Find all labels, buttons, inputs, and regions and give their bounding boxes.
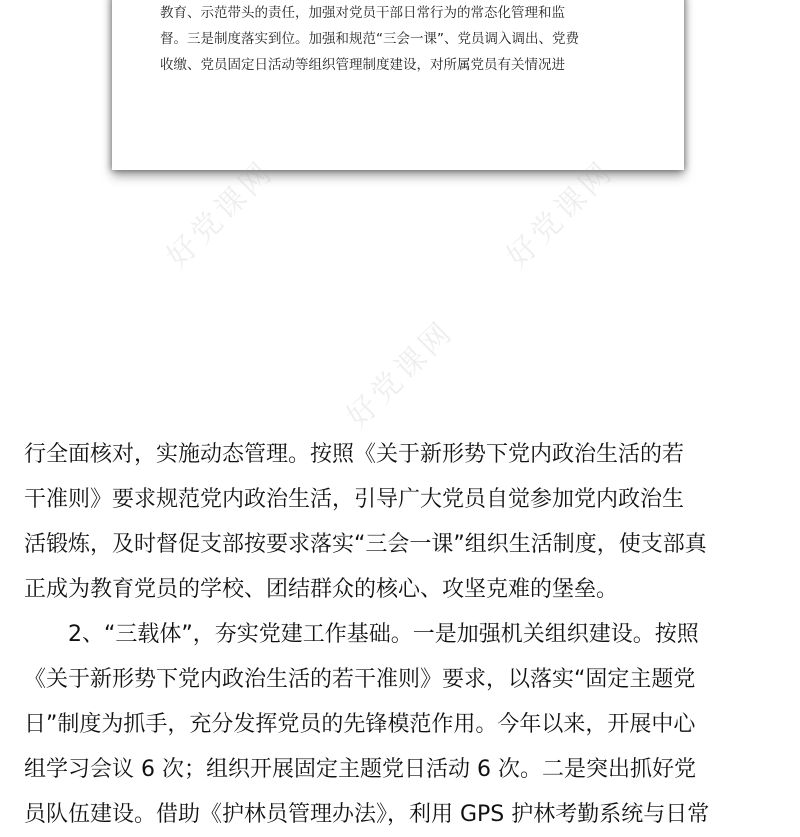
body-text-line: 组学习会议 6 次；组织开展固定主题党日活动 6 次。二是突出抓好党: [24, 757, 696, 782]
card-text-line: 督。三是制度落实到位。加强和规范“三会一课”、党员调入调出、党费: [160, 31, 579, 47]
document-body: [24, 432, 784, 837]
body-text-line: 员队伍建设。借助《护林员管理办法》，利用 GPS 护林考勤系统与日常: [24, 802, 710, 827]
section-heading-line: 2、“三载体”，夯实党建工作基础。一是加强机关组织建设。按照: [68, 622, 699, 647]
card-text-line: 教育、示范带头的责任，加强对党员干部日常行为的常态化管理和监: [160, 5, 565, 21]
watermark: 好党课网: [340, 314, 461, 435]
watermark: 好党课网: [500, 154, 621, 275]
body-text-line: 日”制度为抓手，充分发挥党员的先锋模范作用。今年以来，开展中心: [24, 712, 696, 737]
body-text-line: 《关于新形势下党内政治生活的若干准则》要求，以落实“固定主题党: [24, 667, 696, 692]
body-text-line: 活锻炼，及时督促支部按要求落实“三会一课”组织生活制度，使支部真: [24, 532, 707, 557]
body-text-line: 行全面核对，实施动态管理。按照《关于新形势下党内政治生活的若: [24, 442, 685, 467]
card-text-line: 收缴、党员固定日活动等组织管理制度建设，对所属党员有关情况进: [160, 57, 565, 73]
body-text-line: 干准则》要求规范党内政治生活，引导广大党员自觉参加党内政治生: [24, 487, 685, 512]
body-text-line: 正成为教育党员的学校、团结群众的核心、攻坚克难的堡垒。: [24, 577, 619, 602]
watermark: 好党课网: [160, 154, 281, 275]
document-page-card: [112, 0, 684, 170]
